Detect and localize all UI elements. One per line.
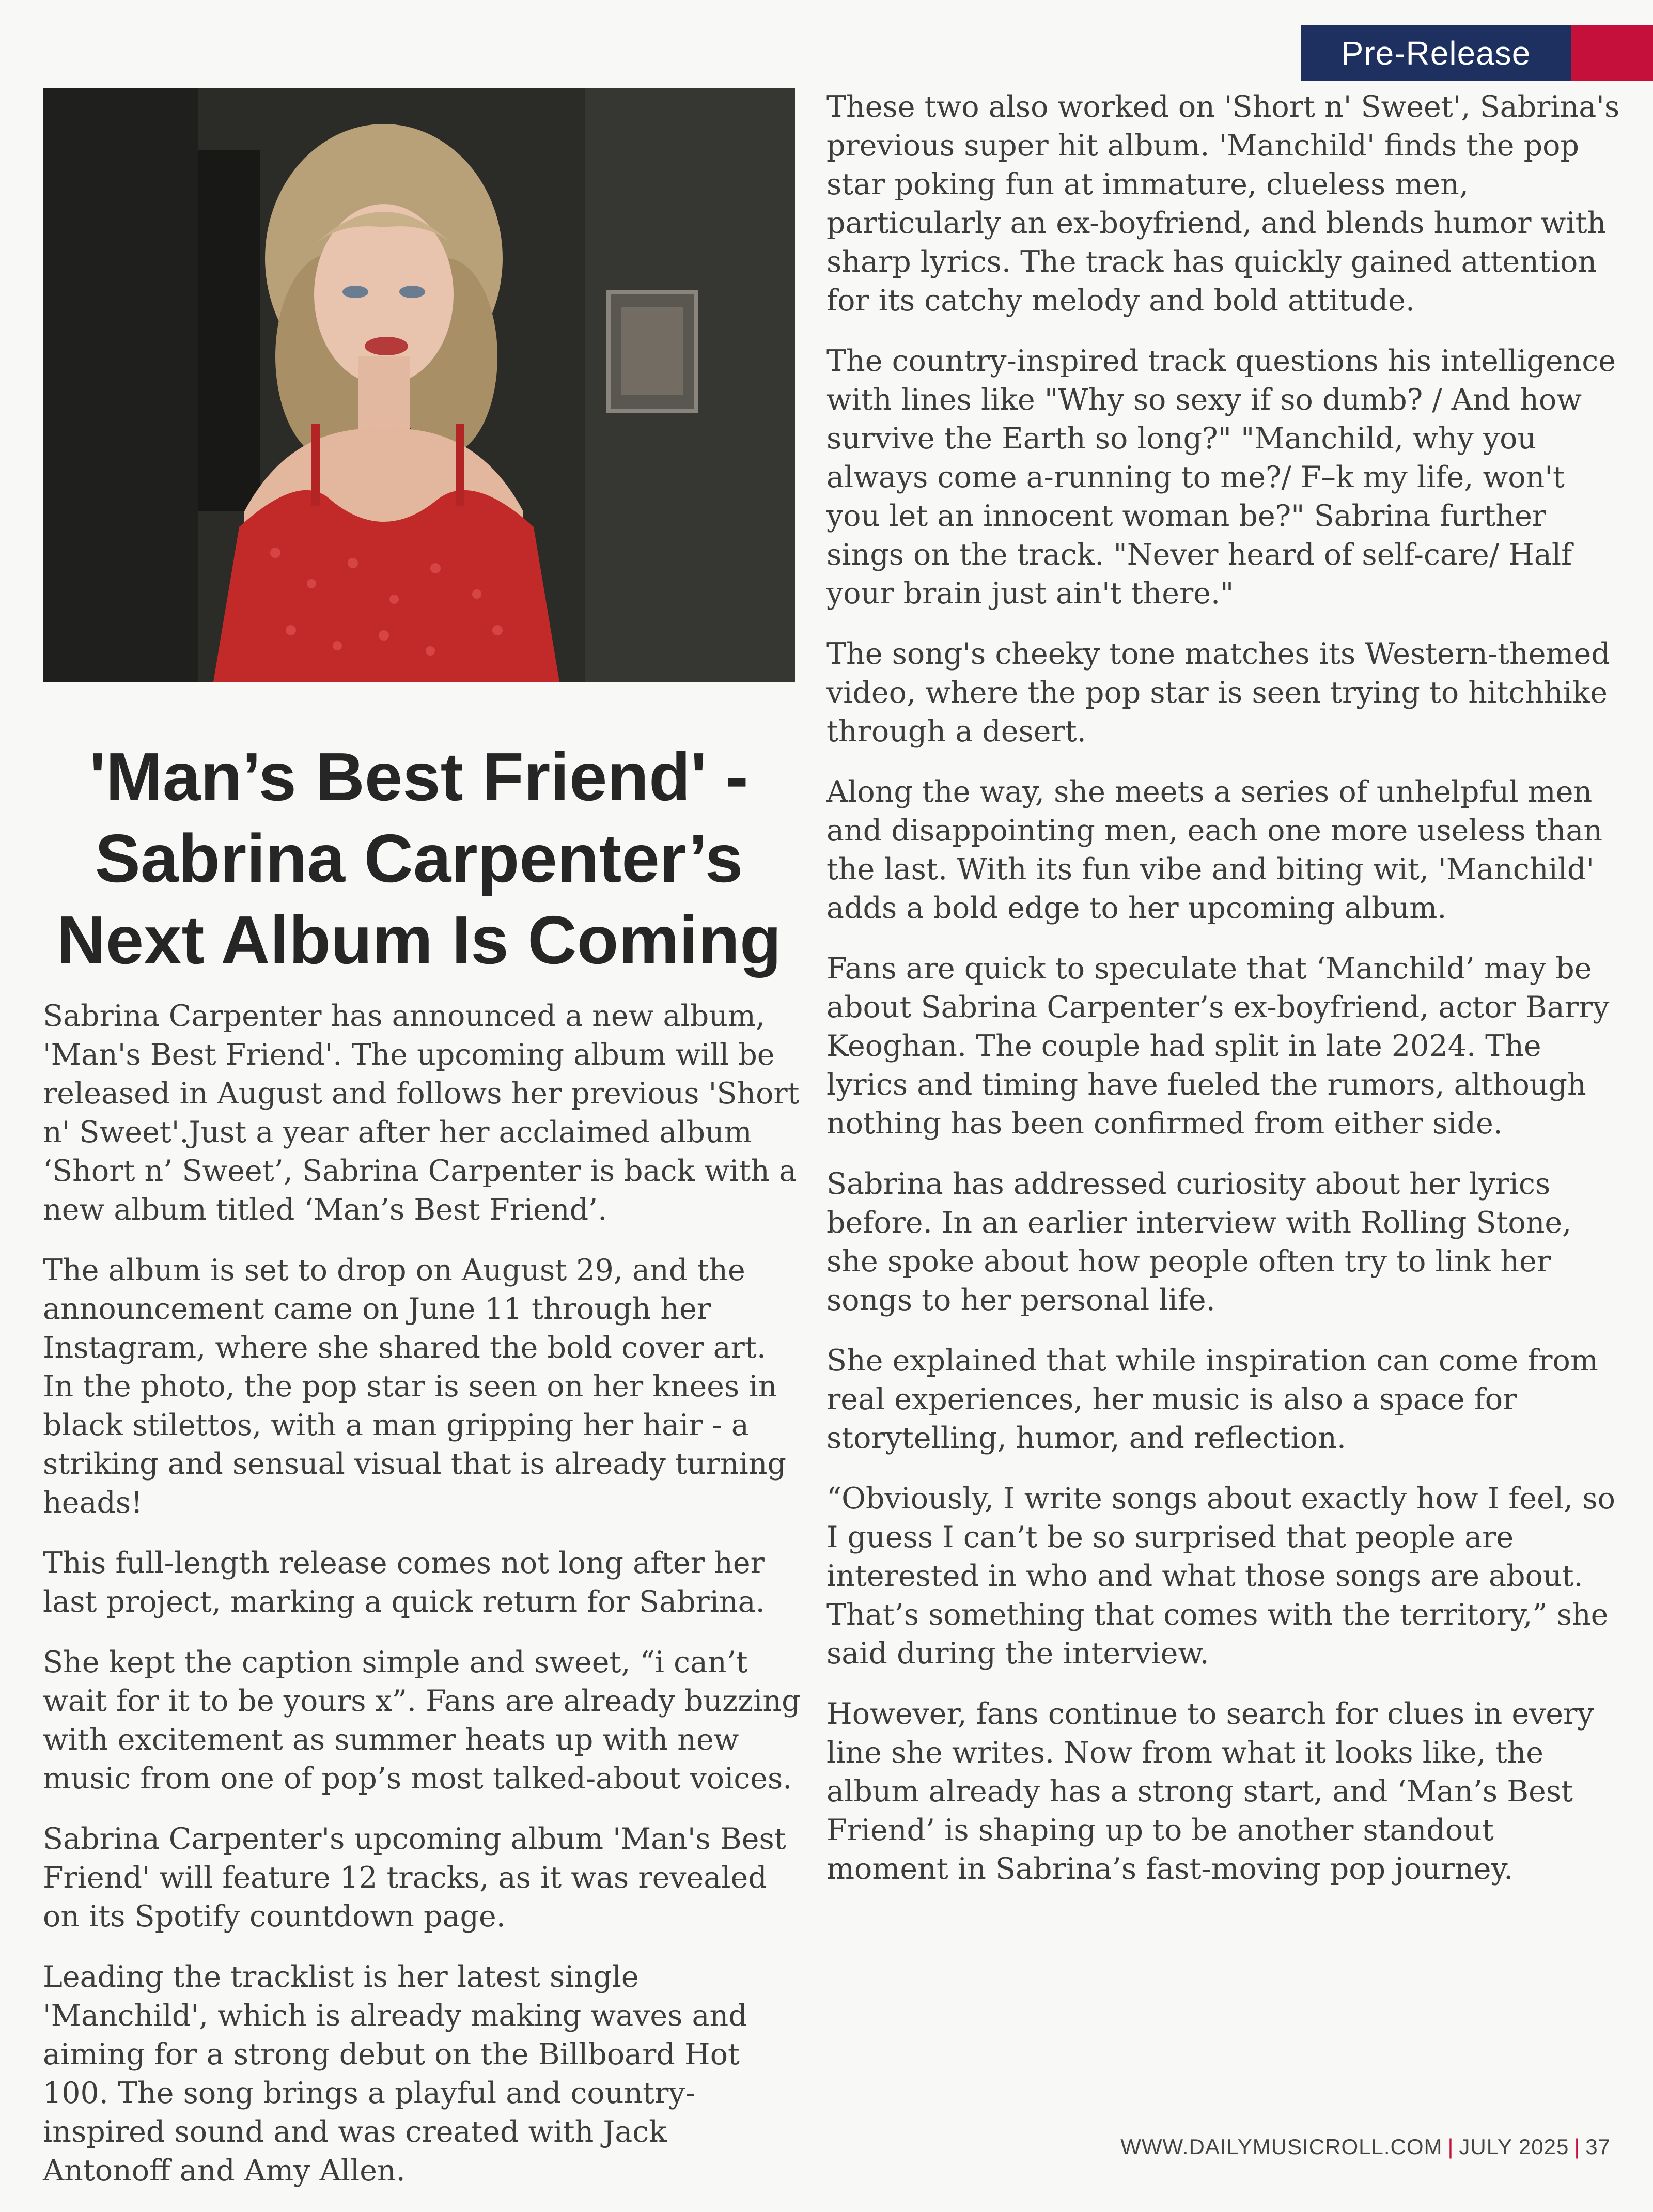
paragraph: Sabrina Carpenter's upcoming album 'Man's Best Friend' will feature 12 tracks, as it was revealed on its Spotify countdown page. xyxy=(43,1822,786,1934)
footer-separator: | xyxy=(1574,2135,1581,2159)
headline-line-3: Next Album Is Coming xyxy=(56,902,782,978)
paragraph: Fans are quick to speculate that ‘Manchild’ may be about Sabrina Carpenter’s ex-boyfriend, actor Barry Keoghan. The couple had split in late 2024. The lyrics and timing have fueled the rumors, although nothing has been confirmed from either side. xyxy=(826,952,1610,1141)
headline-line-1: 'Man’s Best Friend' - xyxy=(89,739,748,815)
paragraph: However, fans continue to search for clues in every line she writes. Now from what it looks like, the album already has a strong start, and ‘Man’s Best Friend’ is shaping up to be another standout moment in Sabrina’s fast-moving pop journey. xyxy=(826,1697,1594,1886)
footer-date: JULY 2025 xyxy=(1459,2135,1569,2159)
headline-line-2: Sabrina Carpenter’s xyxy=(95,820,743,896)
footer-separator: | xyxy=(1447,2135,1454,2159)
paragraph: Along the way, she meets a series of unhelpful men and disappointing men, each one more useless than the last. With its fun vibe and biting wit, 'Manchild' adds a bold edge to her upcoming album. xyxy=(826,775,1603,925)
paragraph: The album is set to drop on August 29, and the announcement came on June 11 through her Instagram, where she shared the bold cover art. In the photo, the pop star is seen on her knees in black stilettos, with a man gripping her hair - a striking and sensual visual that is already turning heads! xyxy=(43,1253,786,1520)
paragraph: Leading the tracklist is her latest single 'Manchild', which is already making waves and aiming for a strong debut on the Billboard Hot 100. The song brings a playful and country-inspired sound and was created with Jack Antonoff and Amy Allen. xyxy=(43,1960,747,2188)
paragraph: She kept the caption simple and sweet, “i can’t wait for it to be yours x”. Fans are already buzzing with excitement as summer heats up with new music from one of pop’s most talked-about voices. xyxy=(43,1645,801,1796)
left-column xyxy=(43,997,802,2212)
section-tag-accent xyxy=(1571,25,1653,81)
paragraph: She explained that while inspiration can come from real experiences, her music is also a space for storytelling, humor, and reflection. xyxy=(826,1344,1598,1455)
paragraph: Sabrina Carpenter has announced a new album, 'Man's Best Friend'. The upcoming album will be released in August and follows her previous 'Short n' Sweet'.Just a year after her acclaimed album ‘Short n’ Sweet’, Sabrina Carpenter is back with a new album titled ‘Man’s Best Friend’. xyxy=(43,999,800,1227)
paragraph: The country-inspired track questions his intelligence with lines like "Why so sexy if so dumb? / And how survive the Earth so long?" "Manchild, why you always come a-running to me?/ F–k my life, won't you let an innocent woman be?" Sabrina further sings on the track. "Never heard of self-care/ Half your brain just ain't there." xyxy=(826,344,1616,611)
paragraph: The song's cheeky tone matches its Western-themed video, where the pop star is seen trying to hitchhike through a desert. xyxy=(826,637,1610,749)
page-number: 37 xyxy=(1585,2135,1611,2159)
paragraph: “Obviously, I write songs about exactly how I feel, so I guess I can’t be so surprised that people are interested in who and what those songs are about. That’s something that comes with the territory,” she said during the interview. xyxy=(826,1482,1615,1671)
article-headline xyxy=(43,736,795,981)
paragraph: Sabrina has addressed curiosity about her lyrics before. In an earlier interview with Rolling Stone, she spoke about how people often try to link her songs to her personal life. xyxy=(826,1167,1572,1317)
paragraph: This full-length release comes not long after her last project, marking a quick return for Sabrina. xyxy=(43,1546,765,1619)
section-tag: Pre-Release xyxy=(1301,25,1571,81)
paragraph: These two also worked on 'Short n' Sweet', Sabrina's previous super hit album. 'Manchild' finds the pop star poking fun at immature, clueless men, particularly an ex-boyfriend, and blends humor with sharp lyrics. The track has quickly gained attention for its catchy melody and bold attitude. xyxy=(826,90,1620,318)
article-photo xyxy=(43,88,795,682)
page-footer xyxy=(1120,2135,1611,2159)
footer-site: WWW.DAILYMUSICROLL.COM xyxy=(1120,2135,1443,2159)
right-column xyxy=(826,88,1622,1910)
